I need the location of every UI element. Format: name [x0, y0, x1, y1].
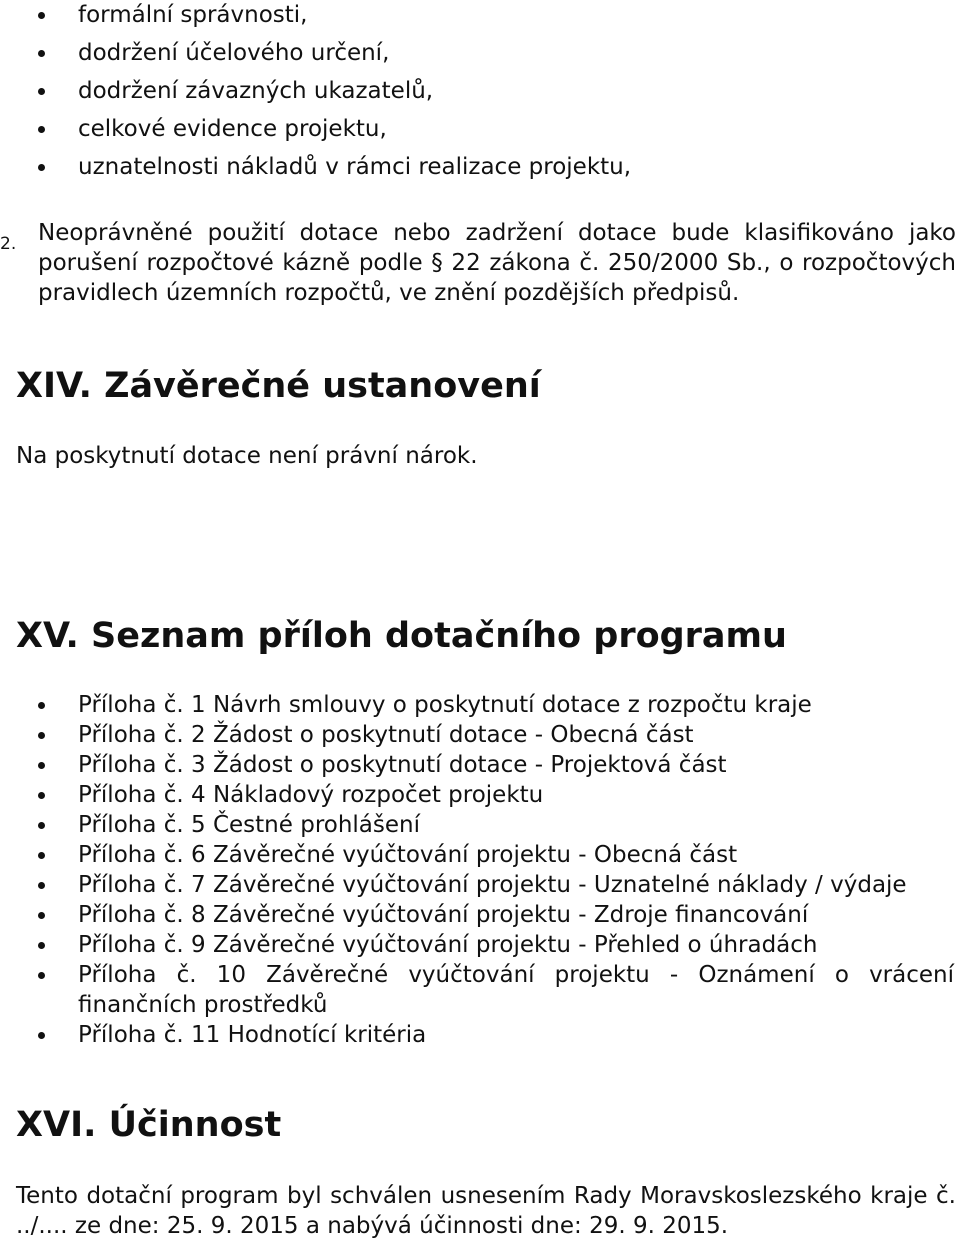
- bullet-icon: [38, 792, 45, 799]
- list-item-text: dodržení účelového určení,: [78, 40, 390, 66]
- list-item-text: formální správnosti,: [78, 2, 308, 28]
- attachment-item: [0, 750, 960, 780]
- section-xvi-text: Tento dotační program byl schválen usnesením Rady Moravskoslezského kraje č. ../.... ze dne: 25. 9. 2015 a nabývá účinnosti dne: 29. 9. 2015.: [16, 1183, 956, 1239]
- attachment-item: [0, 870, 960, 900]
- bullet-icon: [38, 822, 45, 829]
- attachment-text: Příloha č. 9 Závěrečné vyúčtování projektu - Přehled o úhradách: [78, 932, 818, 958]
- bullet-icon: [38, 164, 45, 171]
- attachment-text: Příloha č. 5 Čestné prohlášení: [78, 812, 421, 838]
- bullet-icon: [38, 972, 45, 979]
- attachment-item: [0, 960, 960, 1020]
- bullet-icon: [38, 882, 45, 889]
- bullet-icon: [38, 912, 45, 919]
- attachment-text: Příloha č. 2 Žádost o poskytnutí dotace - Obecná část: [78, 722, 694, 748]
- attachment-text: Příloha č. 8 Závěrečné vyúčtování projektu - Zdroje financování: [78, 902, 809, 928]
- attachment-item: [0, 690, 960, 720]
- attachment-text: Příloha č. 4 Nákladový rozpočet projektu: [78, 782, 544, 808]
- attachment-text: Příloha č. 1 Návrh smlouvy o poskytnutí dotace z rozpočtu kraje: [78, 692, 812, 718]
- section-heading-xv: XV. Seznam příloh dotačního programu: [16, 616, 787, 656]
- bullet-icon: [38, 88, 45, 95]
- bullet-icon: [38, 126, 45, 133]
- list-item-text: dodržení závazných ukazatelů,: [78, 78, 434, 104]
- attachment-text: Příloha č. 6 Závěrečné vyúčtování projektu - Obecná část: [78, 842, 738, 868]
- list-item: [0, 114, 960, 144]
- list-item: [0, 152, 960, 182]
- section-xiv-text: Na poskytnutí dotace není právní nárok.: [16, 443, 478, 469]
- attachment-item: [0, 930, 960, 960]
- list-item: [0, 0, 960, 30]
- section-heading-xiv: XIV. Závěrečné ustanovení: [16, 366, 541, 406]
- section-heading-xvi: XVI. Účinnost: [16, 1105, 282, 1145]
- bullet-icon: [38, 942, 45, 949]
- attachment-item: [0, 900, 960, 930]
- bullet-icon: [38, 852, 45, 859]
- attachment-text: Příloha č. 7 Závěrečné vyúčtování projektu - Uznatelné náklady / výdaje: [78, 872, 907, 898]
- bullet-icon: [38, 732, 45, 739]
- attachment-item: [0, 810, 960, 840]
- bullet-icon: [38, 702, 45, 709]
- bullet-icon: [38, 762, 45, 769]
- paragraph-number: 2.: [0, 234, 17, 254]
- attachment-item: [0, 1020, 960, 1050]
- attachments-list: [0, 690, 960, 1050]
- paragraph-text: Neoprávněné použití dotace nebo zadržení dotace bude klasifikováno jako porušení rozpočtové kázně podle § 22 zákona č. 250/2000 Sb., o rozpočtových pravidlech územních rozpočtů, ve znění pozdějších předpisů.: [38, 220, 956, 306]
- attachment-text: Příloha č. 10 Závěrečné vyúčtování projektu - Oznámení o vrácení finančních prostředků: [78, 962, 954, 1018]
- attachment-item: [0, 840, 960, 870]
- attachment-item: [0, 720, 960, 750]
- bullet-icon: [38, 12, 45, 19]
- attachment-item: [0, 780, 960, 810]
- bullet-icon: [38, 50, 45, 57]
- check-criteria-list: [0, 0, 960, 190]
- list-item-text: celkové evidence projektu,: [78, 116, 387, 142]
- list-item-text: uznatelnosti nákladů v rámci realizace projektu,: [78, 154, 632, 180]
- numbered-paragraph: [0, 218, 960, 308]
- list-item: [0, 76, 960, 106]
- attachment-text: Příloha č. 3 Žádost o poskytnutí dotace - Projektová část: [78, 752, 727, 778]
- attachment-text: Příloha č. 11 Hodnotící kritéria: [78, 1022, 427, 1048]
- bullet-icon: [38, 1032, 45, 1039]
- list-item: [0, 38, 960, 68]
